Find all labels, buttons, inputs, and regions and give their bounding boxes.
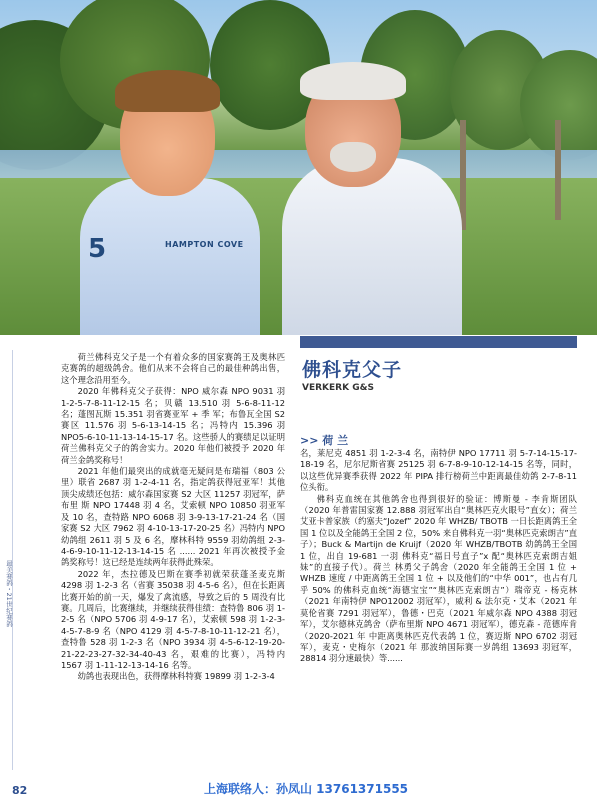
- title-accent-bar: [300, 336, 577, 348]
- side-caption: 最美赛鸽・21世纪赛鸽: [5, 560, 13, 627]
- paragraph: 2021 年他们最突出的成就毫无疑问是布瑞福（803 公里）联省 2687 羽 1-2-4-11 名，指定鸽获得冠亚军！其他顶尖成绩还包括：威尔森国家赛 S2 大区 11257 羽冠军，萨布里 斯 NPO 17448 羽 4 名，艾索顿 NPO 10850 羽亚军及 10 名，查特路 NPO 6068 羽 3-9-13-17-21-24 名（国家赛 S2 大区 7962 羽 4-10-13-17-20-25 名）冯特内 NPO 幼鸽组 2611 羽 5 及 6 名，摩林科特 9559 羽幼鸽组 2-3-4-6-9-10-11-12-13-14-15 名 ...... 2021 年再次被授予金鸽奖称号！这已经是连续两年获得此殊荣。: [61, 466, 285, 568]
- arrow-icon: >>: [300, 434, 319, 447]
- shirt-number: 5: [88, 234, 107, 264]
- country-label: 荷 兰: [322, 434, 349, 447]
- text-column-left: [61, 352, 285, 683]
- contact-footer: 上海联络人：孙凤山 13761371555: [204, 782, 409, 796]
- paragraph: 佛科克血统在其他鸽舍也得到很好的验证：博斯曼 - 李肯斯团队（2020 年普雷国家赛 12.888 羽冠军出自“奥林匹克火眼号”直女）；荷兰艾亚卡普家族（约塞夫“Jozef” 2020 年 WHZB/ TBOTB 一日长距离鸽王全国 1 位以及全能鸽王全国 2 位，50% 来自佛科克一羽“奥林匹克索朗吉”直子）；Buck & Martijn de Kruijf（2020 年 WHZB/TBOTB 幼鸽鸽王全国 1 位，出自 19-681 一羽 佛科克“福日号直子”x 配“奥林匹克索朗吉姐妹”的直接子代）。荷兰 林勇父子鸽舍（2020 年全能鸽王全国 1 位 + WHZB 速度 / 中距离鸽王全国 1 位 + 以及他们的“中华 001”，也占有几乎 50% 的佛科克血统“海德宝宝”“奥林匹克索朗吉”）瑞帝克 - 杨克林（2021 年南特伊 NPO12002 羽冠军），威利 & 法尔克・艾本（2021 年莫伦省赛 7291 羽冠军），鲁德・巴克（2021 年威尔森 NPO 4388 羽冠军），艾尔德林克鸽舍（萨布里斯 NPO 4671 羽冠军），德克森 - 范德库肯（2020-2021 年 中距离奥林匹克代表鸽 1 位，赛迈斯 NPO 6702 羽冠军），麦克・史梅尔（2021 年 那波纳国际赛一岁鸽组 13693 羽冠军，28814 羽分速最快）等......: [300, 493, 577, 664]
- paragraph: 2022 年，杰拉德及巴斯在赛季初就荣获蓬圣麦克斯 4298 羽 1-2-3 名（省赛 35038 羽 4-5-6 名），但在长距离比赛开始的前一天，爆发了禽流感，导致之后的 5 周没有比赛。几周后，比赛继续，并继续获得佳绩：查特鲁 806 羽 1-2-5 名（NPO 5706 羽 4-9-17 名），艾索顿 598 羽 1-2-3-4-5-7-8-9 名（NPO 4129 羽 4-5-7-8-10-11-12-21 名），查特鲁 528 羽 1-2-3 名（NPO 3934 羽 4-5-6-12-19-20-21-22-23-27-32-34-40-43 名，艰难的比赛），冯特内 1567 羽 1-11-12-13-14-16 名等。: [61, 568, 285, 670]
- man-right-beard: [330, 142, 376, 172]
- country-heading: [300, 432, 348, 448]
- page-number: 82: [12, 784, 28, 797]
- man-left-shirt: [80, 178, 260, 335]
- text-column-right: [300, 448, 577, 665]
- article-subtitle: VERKERK G&S: [302, 383, 374, 393]
- man-left-hair: [115, 70, 220, 112]
- shirt-text: HAMPTON COVE: [165, 240, 244, 249]
- portrait-photo: [0, 0, 597, 335]
- paragraph: 荷兰佛科克父子是一个有着众多的国家赛鸽王及奥林匹克赛鸽的超级鸽舍。他们从来不会将自己的最佳种鸽出售，这个理念沿用至今。: [61, 352, 285, 385]
- paragraph: 幼鸽也表现出色，获得摩林科特赛 19899 羽 1-2-3-4: [77, 671, 275, 682]
- man-right-shirt: [282, 158, 462, 335]
- article-title: 佛科克父子: [302, 359, 403, 381]
- man-right-hair: [300, 62, 406, 100]
- paragraph: 2020 年佛科克父子获得：NPO 威尔森 NPO 9031 羽 1-2-5-7-8-11-12-15 名；贝赣 13.510 羽 5-6-8-11-12 名；蓬图瓦斯 15.351 羽省赛亚军 + 季 军；布鲁瓦全国 S2 赛区 11.576 羽 5-6-13-14-15 名；冯特内 15.396 羽 NPO5-6-10-11-13-14-15-17 名。这些骄人的赛绩足以证明荷兰佛科克父子的鸽舍实力。2020 年他们被授予 2020 年荷兰金鸽奖称号！: [61, 386, 285, 465]
- tree-trunk: [555, 120, 561, 220]
- canal-water: [0, 150, 597, 178]
- tree-trunk: [460, 120, 466, 230]
- paragraph: 名，莱尼克 4851 羽 1-2-3-4 名，南特伊 NPO 17711 羽 5-7-14-15-17-18-19 名，尼尔尼斯省赛 25125 羽 6-7-8-9-10-12-14-15 名等，同时，以这些优异赛季获得 2022 年 PIPA 排行榜荷兰中距离最佳幼鸽 2-7-8-11 位头衔。: [300, 448, 577, 493]
